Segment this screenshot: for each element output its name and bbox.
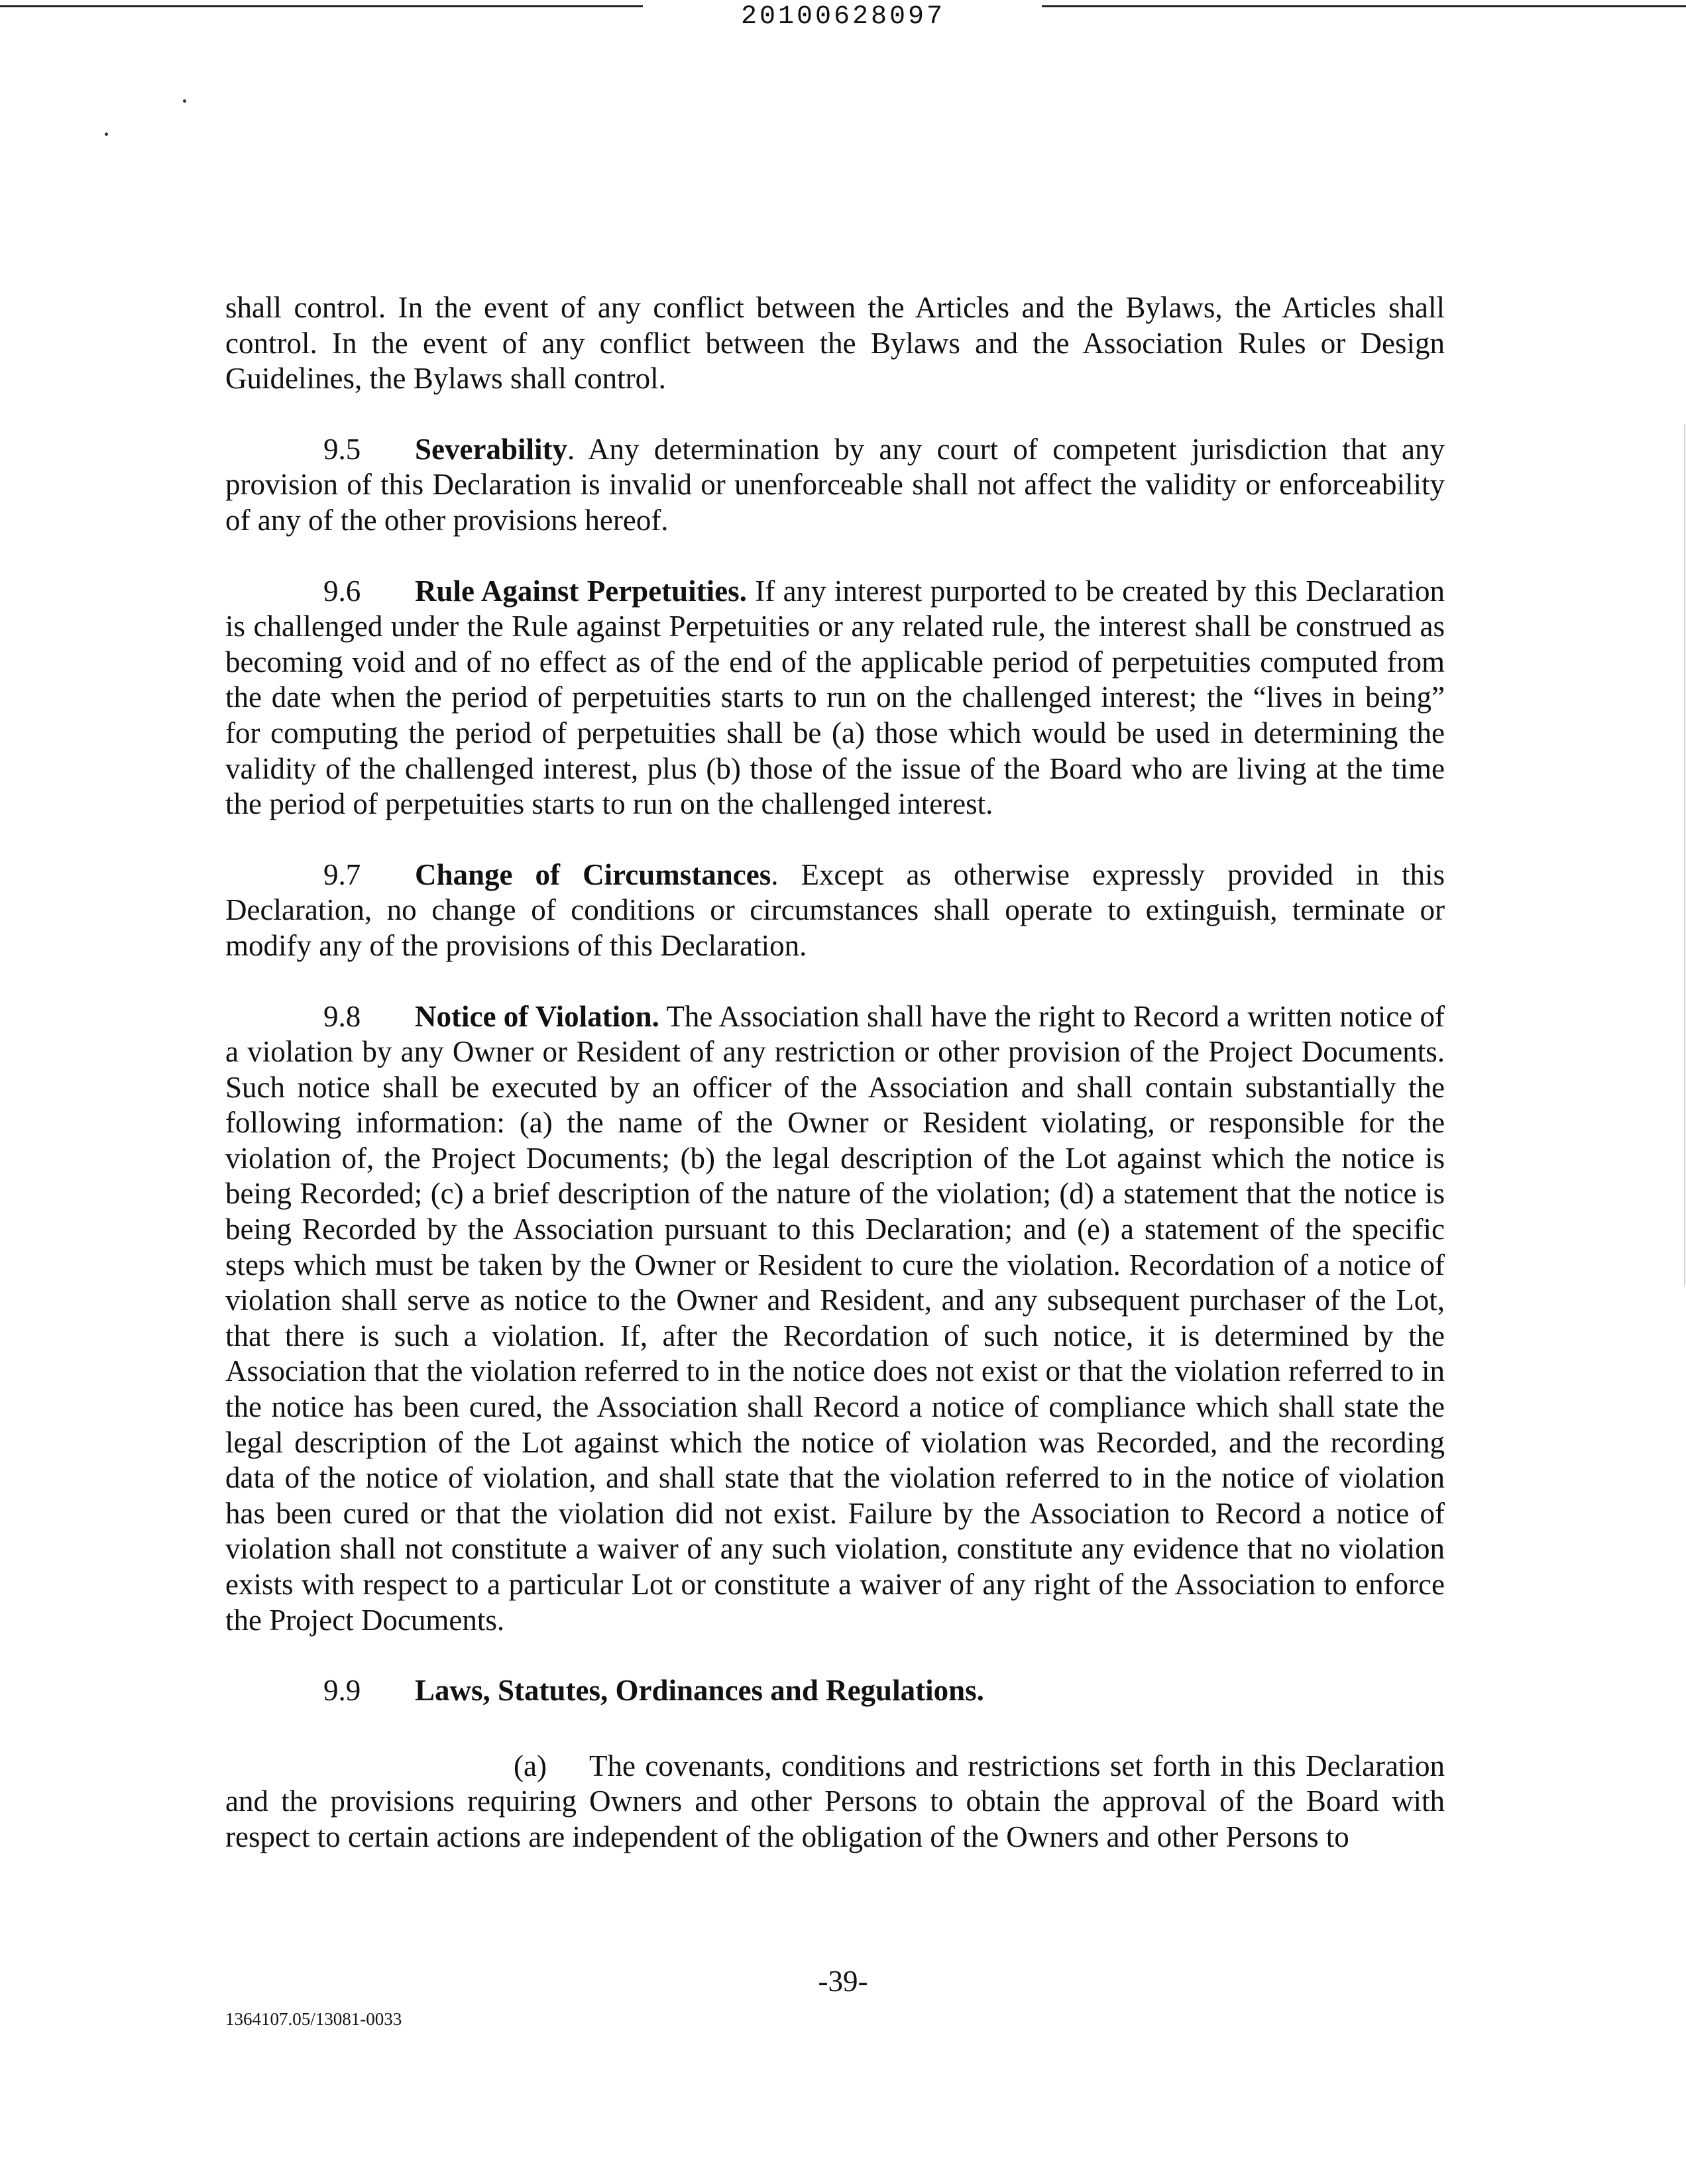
subsection-label: (a) xyxy=(514,1749,547,1782)
document-reference: 1364107.05/13081-0033 xyxy=(225,2009,402,2029)
section-9-8 xyxy=(225,999,1445,1639)
section-heading: Rule Against Perpetuities. xyxy=(415,574,747,608)
section-9-9 xyxy=(225,1673,1445,1709)
section-heading: Notice of Violation. xyxy=(415,999,659,1033)
section-text: . Except as otherwise expressly provided in this Declaration, no change of conditions or circumstances shall operate to extinguish, terminate or modify any of the provisions of this Declaration. xyxy=(225,857,1445,962)
section-text: If any interest purported to be created by this Declaration is challenged under the Rule against Perpetuities or any related rule, the interest shall be construed as becoming void and of no effect as of the end of the applicable period of perpetuities computed from the date when the period of perpetuities starts to run on the challenged interest; the “lives in being” for computing the period of perpetuities shall be (a) those which would be used in determining the validity of the challenged interest, plus (b) those of the issue of the Board who are living at the time the period of perpetuities starts to run on the challenged interest. xyxy=(225,574,1445,821)
section-heading: Change of Circumstances xyxy=(415,857,771,891)
subsection-text: The covenants, conditions and restrictions set forth in this Declaration and the provisions requiring Owners and other Persons to obtain the approval of the Board with respect to certain actions are independent of the obligation of the Owners and other Persons to xyxy=(225,1749,1445,1853)
section-number: 9.5 xyxy=(323,432,361,466)
section-number: 9.8 xyxy=(323,999,361,1033)
section-text: The Association shall have the right to Record a written notice of a violation by any Owner or Resident of any restriction or other provision of the Project Documents. Such notice shall be executed by an officer of the Association and shall contain substantially the following information: (a) the name of the Owner or Resident violating, or responsible for the violation of, the Project Documents; (b) the legal description of the Lot against which the notice is being Recorded; (c) a brief description of the nature of the violation; (d) a statement that the notice is being Recorded by the Association pursuant to this Declaration; and (e) a statement of the specific steps which must be taken by the Owner or Resident to cure the violation. Recordation of a notice of violation shall serve as notice to the Owner and Resident, and any subsequent purchaser of the Lot, that there is such a violation. If, after the Recordation of such notice, it is determined by the Association that the violation referred to in the notice does not exist or that the violation referred to in the notice has been cured, the Association shall Record a notice of compliance which shall state the legal description of the Lot against which the notice of violation was Recorded, and the recording data of the notice of violation, and shall state that the violation referred to in the notice of violation has been cured or that the violation did not exist. Failure by the Association to Record a notice of violation shall not constitute a waiver of any such violation, constitute any evidence that no violation exists with respect to a particular Lot or constitute a waiver of any right of the Association to enforce the Project Documents. xyxy=(225,999,1445,1637)
scan-speck xyxy=(183,99,186,103)
section-9-6 xyxy=(225,574,1445,822)
scan-edge-mark xyxy=(1684,424,1685,1285)
section-number: 9.9 xyxy=(323,1674,361,1708)
section-9-7 xyxy=(225,857,1445,964)
section-heading: Laws, Statutes, Ordinances and Regulations. xyxy=(415,1674,984,1708)
section-9-5 xyxy=(225,432,1445,539)
section-number: 9.6 xyxy=(323,574,361,608)
section-text: . Any determination by any court of competent jurisdiction that any provision of this Declaration is invalid or unenforceable shall not affect the validity or enforceability of any of the other provisions hereof. xyxy=(225,432,1445,537)
subsection-a xyxy=(225,1749,1445,1855)
scan-speck xyxy=(105,133,108,136)
section-number: 9.7 xyxy=(323,857,361,891)
intro-text: shall control. In the event of any conflict between the Articles and the Bylaws, the Articles shall control. In the event of any conflict between the Bylaws and the Association Rules or Design Guidelines, the Bylaws shall control. xyxy=(225,291,1445,396)
intro-paragraph xyxy=(225,290,1445,397)
recording-number: 20100628097 xyxy=(740,2,946,32)
section-heading: Severability xyxy=(415,432,567,466)
page-number: -39- xyxy=(818,1965,868,1998)
document-body xyxy=(225,290,1445,1855)
